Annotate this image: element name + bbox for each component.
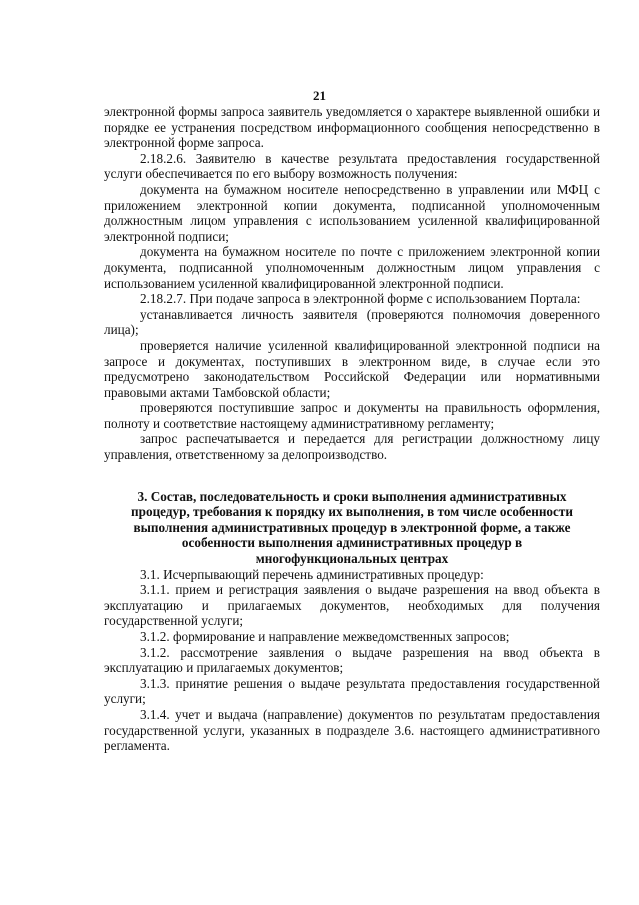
page-number: 21 [313,88,326,103]
paragraph: электронной формы запроса заявитель уведомляется о характере выявленной ошибки и порядке ее устранения посредством информационного сообщения непосредственно в электронной форме запроса. [104,104,600,151]
section-paragraph: 3.1.2. формирование и направление межведомственных запросов; [140,629,510,644]
section-heading-line: особенности выполнения административных процедур в [181,535,523,551]
paragraph: запрос распечатывается и передается для регистрации должностному лицу управления, ответственному за делопроизводство. [104,431,600,463]
section-heading [104,489,600,567]
paragraph: проверяется наличие усиленной квалифицированной электронной подписи на запросе и документах, поступивших в электронном виде, в случае если это предусмотрено законодательством Российской Федерации или нормативными правовыми актами Тамбовской области; [104,337,600,400]
paragraph: проверяются поступившие запрос и документы на правильность оформления, полноту и соответствие настоящему административному регламенту; [104,400,600,431]
document-body [104,104,600,754]
section-paragraph: 3.1.4. учет и выдача (направление) документов по результатам предоставления государственной услуги, указанных в подразделе 3.6. настоящего административного регламента. [104,706,600,754]
paragraph: устанавливается личность заявителя (проверяются полномочия доверенного лица); [104,306,600,338]
paragraph: документа на бумажном носителе непосредственно в управлении или МФЦ с приложением электронной копии документа, подписанной уполномоченным должностным лицом управления с использованием усиленной квалифицированной электронной подписи; [104,181,600,244]
section-paragraph: 3.1.3. принятие решения о выдаче результата предоставления государственной услуги; [104,675,600,707]
section-paragraph: 3.1.1. прием и регистрация заявления о выдаче разрешения на ввод объекта в эксплуатацию и прилагаемых документов, необходимых для получения государственной услуги; [104,582,600,629]
paragraph: документа на бумажном носителе по почте с приложением электронной копии документа, подписанной уполномоченным должностным лицом управления с использованием усиленной квалифицированной электронной подписи. [104,244,600,291]
section-heading-line: 3. Состав, последовательность и сроки выполнения административных [137,488,567,504]
section-heading-line: процедур, требования к порядку их выполнения, в том числе особенности [131,504,573,520]
section-heading-line: многофункциональных центрах [255,551,449,567]
section-paragraph: 3.1.2. рассмотрение заявления о выдаче разрешения на ввод объекта в эксплуатацию и прилагаемых документов; [104,644,600,676]
paragraph: 2.18.2.7. При подаче запроса в электронной форме с использованием Портала: [140,291,581,307]
section-paragraph: 3.1. Исчерпывающий перечень административных процедур: [140,566,484,582]
paragraph: 2.18.2.6. Заявителю в качестве результата предоставления государственной услуги обеспечивается по его выбору возможность получения: [104,150,600,182]
section-heading-line: выполнения административных процедур в электронной форме, а также [133,519,571,535]
